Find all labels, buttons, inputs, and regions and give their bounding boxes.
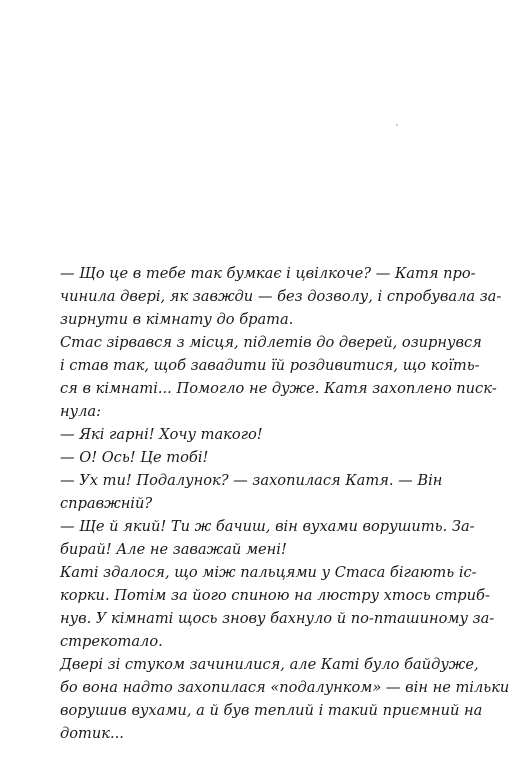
text-line: дотик... — [60, 725, 124, 742]
text-line: — Ух ти! Подалунок? — захопилася Катя. — Він — [60, 472, 443, 489]
text-line: стрекотало. — [60, 633, 163, 650]
text-line: — Ще й який! Ти ж бачиш, він вухами ворушить. За- — [60, 518, 475, 535]
page-speck — [396, 124, 398, 126]
text-line: Стас зірвався з місця, підлетів до дверей, озирнувся — [60, 334, 482, 351]
text-line: нув. У кімнаті щось знову бахнуло й по-пташиному за- — [60, 610, 495, 627]
text-line: бо вона надто захопилася «подалунком» — він не тільки — [60, 679, 509, 696]
text-line: — О! Ось! Це тобі! — [60, 449, 209, 466]
text-line: корки. Потім за його спиною на люстру хтось стриб- — [60, 587, 490, 604]
text-line: ворушив вухами, а й був теплий і такий приємний на — [60, 702, 483, 719]
text-line: зирнути в кімнату до брата. — [60, 311, 294, 328]
story-text — [60, 262, 509, 745]
text-line: бирай! Але не заважай мені! — [60, 541, 287, 558]
text-line: Каті здалося, що між пальцями у Стаса бігають іс- — [60, 564, 477, 581]
text-line: Двері зі стуком зачинилися, але Каті було байдуже, — [60, 656, 479, 673]
text-line: ся в кімнаті... Помогло не дуже. Катя захоплено писк- — [60, 380, 497, 397]
text-line: нула: — [60, 403, 101, 420]
text-line: справжній? — [60, 495, 153, 512]
text-line: і став так, щоб завадити їй роздивитися, що коїть- — [60, 357, 480, 374]
text-line: — Що це в тебе так бумкає і цвілкоче? — Катя про- — [60, 265, 476, 282]
text-line: чинила двері, як завжди — без дозволу, і спробувала за- — [60, 288, 502, 305]
text-line: — Які гарні! Хочу такого! — [60, 426, 263, 443]
